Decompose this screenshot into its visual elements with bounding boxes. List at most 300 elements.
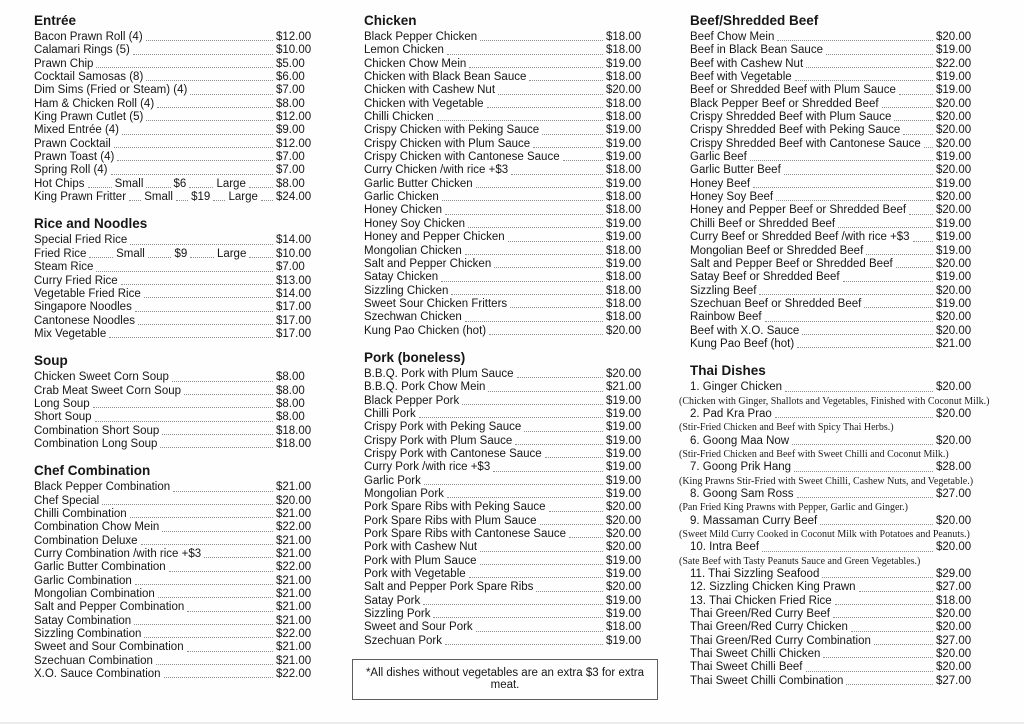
menu-item: [34, 84, 322, 97]
dot-leader: [146, 187, 170, 188]
item-price: $21.00: [276, 574, 312, 587]
dot-leader: [261, 200, 273, 201]
item-price: $19.00: [606, 608, 642, 621]
dot-leader: [156, 664, 273, 665]
item-price: $21.00: [276, 654, 312, 667]
dot-leader: [785, 391, 933, 392]
item-price: $20.00: [936, 97, 972, 110]
item-price: $19.00: [606, 434, 642, 447]
item-price: $18.00: [606, 284, 642, 297]
item-price: $19.00: [606, 124, 642, 137]
menu-item: [364, 555, 652, 568]
item-price: $6.00: [276, 71, 305, 84]
menu-item: [364, 501, 652, 514]
item-name: Sweet Sour Chicken Fritters: [364, 297, 508, 310]
item-name: Chilli Beef or Shredded Beef: [690, 217, 836, 230]
dot-leader: [924, 147, 933, 148]
dot-leader: [146, 40, 273, 41]
menu-item: [364, 635, 652, 648]
item-price: $19.00: [606, 474, 642, 487]
item-name: Szechuan Combination: [34, 654, 153, 667]
dot-leader: [545, 457, 603, 458]
menu-section: [679, 13, 982, 351]
menu-item: [34, 561, 322, 574]
dot-leader: [465, 321, 603, 322]
dot-leader: [894, 120, 933, 121]
item-price: $27.00: [936, 634, 972, 647]
menu-item: [34, 438, 322, 451]
dot-leader: [794, 471, 933, 472]
item-price: $19.00: [936, 177, 972, 190]
item-name: Thai Green/Red Curry Combination: [690, 634, 871, 647]
item-name: Long Soup: [34, 397, 90, 410]
item-price: $20.00: [936, 661, 972, 674]
item-name: Combination Deluxe: [34, 534, 138, 547]
menu-item: [34, 31, 322, 44]
item-price: $19.00: [606, 407, 642, 420]
item-name: 13. Thai Chicken Fried Rice: [690, 594, 832, 607]
menu-item: [364, 258, 652, 271]
item-name: Steam Rice: [34, 261, 94, 274]
dot-leader: [187, 651, 273, 652]
item-name: Mongolian Pork: [364, 488, 444, 500]
item-name: Mix Vegetable: [34, 327, 107, 340]
item-name: Mongolian Combination: [34, 588, 155, 601]
item-price: $8.00: [276, 397, 305, 410]
dot-leader: [121, 284, 273, 285]
dot-leader: [133, 54, 273, 55]
dot-leader: [480, 40, 603, 41]
item-price: $22.00: [936, 57, 972, 70]
item-price: $19.00: [606, 447, 642, 460]
item-name: Prawn Cocktail: [34, 137, 111, 150]
item-name: Sizzling Beef: [690, 284, 757, 297]
menu-item: [690, 581, 982, 594]
menu-item: [690, 325, 982, 338]
item-name: Mongolian Chicken: [364, 244, 462, 257]
item-price: $14.00: [276, 287, 312, 300]
item-name: Garlic Beef: [690, 151, 747, 164]
item-name: Garlic Combination: [34, 574, 132, 587]
item-size-label: Large: [228, 191, 258, 204]
menu-item: [34, 425, 322, 438]
item-price: $19.00: [936, 271, 972, 284]
item-name: King Prawn Cutlet (5): [34, 111, 144, 124]
menu-item: [364, 528, 652, 541]
menu-item: [690, 488, 982, 501]
dot-leader: [823, 657, 933, 658]
dot-leader: [169, 571, 273, 572]
item-name: Thai Green/Red Curry Chicken: [690, 621, 848, 634]
item-name: Black Pepper Chicken: [364, 31, 478, 43]
menu-item: [364, 138, 652, 151]
item-name: Beef Chow Mein: [690, 31, 775, 43]
dot-leader: [138, 324, 273, 325]
item-size-label: Large: [216, 177, 246, 190]
menu-item: [364, 245, 652, 258]
dot-leader: [542, 134, 603, 135]
item-price: $18.00: [606, 111, 642, 124]
item-price: $18.00: [606, 31, 642, 43]
section-title: Rice and Noodles: [34, 216, 148, 232]
dot-leader: [529, 80, 603, 81]
dot-leader: [423, 604, 603, 605]
dot-leader: [822, 577, 933, 578]
menu-item: [690, 245, 982, 258]
menu-item: [364, 111, 652, 124]
item-price: $19.00: [606, 231, 642, 244]
menu-item: [690, 138, 982, 151]
menu-item: [690, 111, 982, 124]
dot-leader: [129, 200, 141, 201]
item-price: $14.00: [276, 234, 312, 247]
dot-leader: [146, 80, 273, 81]
menu-item: [690, 164, 982, 177]
item-price: $10.00: [276, 247, 312, 260]
dot-leader: [114, 147, 273, 148]
item-price: $20.00: [936, 124, 972, 137]
menu-item: [690, 661, 982, 674]
menu-item: [364, 285, 652, 298]
item-price: $19.00: [606, 394, 642, 407]
dot-leader: [480, 551, 603, 552]
menu-item: [690, 58, 982, 71]
item-name: 11. Thai Sizzling Seafood: [690, 568, 820, 581]
item-price: $10.00: [276, 44, 312, 57]
item-name: 6. Goong Maa Now: [690, 434, 790, 447]
dot-leader: [148, 257, 172, 258]
item-price: $19.00: [606, 257, 642, 270]
item-name: Crispy Pork with Cantonese Sauce: [364, 447, 542, 460]
dot-leader: [846, 684, 933, 685]
menu-column-left: [34, 13, 322, 681]
dot-leader: [859, 591, 933, 592]
menu-item: [34, 668, 322, 681]
menu-item: [690, 71, 982, 84]
item-price: $18.00: [606, 44, 642, 57]
item-name: Chilli Chicken: [364, 111, 434, 124]
menu-item: [364, 608, 652, 621]
section-title: Pork (boneless): [364, 349, 466, 365]
menu-item: [364, 475, 652, 488]
dot-leader: [130, 244, 273, 245]
section-title: Thai Dishes: [690, 363, 766, 379]
item-name: 9. Massaman Curry Beef: [690, 514, 818, 527]
menu-item: [34, 371, 322, 384]
item-name: Salt and Pepper Combination: [34, 601, 185, 614]
menu-item: [690, 568, 982, 581]
dot-leader: [96, 67, 273, 68]
menu-item: [34, 628, 322, 641]
dot-leader: [493, 471, 603, 472]
dot-leader: [510, 307, 603, 308]
item-description: (Pan Fried King Prawns with Pepper, Garlic and Ginger.): [679, 502, 908, 514]
item-name: Chicken Sweet Corn Soup: [34, 371, 169, 384]
dot-leader: [517, 377, 603, 378]
item-price: $20.00: [936, 381, 972, 394]
menu-item: [34, 71, 322, 84]
dot-leader: [447, 54, 603, 55]
item-size-label: $6: [173, 177, 187, 190]
item-name: Mongolian Beef or Shredded Beef: [690, 244, 864, 257]
dot-leader: [549, 511, 603, 512]
item-price: $20.00: [606, 514, 642, 527]
item-price: $20.00: [936, 31, 972, 43]
dot-leader: [173, 491, 273, 492]
item-name: 10. Intra Beef: [690, 541, 760, 554]
menu-item: [364, 178, 652, 191]
item-size-label: Small: [114, 177, 144, 190]
item-name: Hot Chips: [34, 177, 85, 190]
item-price: $20.00: [936, 191, 972, 204]
menu-item: [690, 408, 982, 421]
menu-item: [690, 541, 982, 554]
item-name: Chicken with Black Bean Sauce: [364, 71, 527, 84]
menu-item: [34, 481, 322, 494]
dot-leader: [533, 147, 603, 148]
dot-leader: [468, 227, 603, 228]
item-price: $20.00: [936, 324, 972, 337]
item-name: Special Fried Rice: [34, 234, 128, 247]
dot-leader: [909, 214, 933, 215]
item-price: $19.00: [606, 634, 642, 647]
item-price: $21.00: [936, 337, 972, 350]
dot-leader: [424, 484, 603, 485]
item-name: X.O. Sauce Combination: [34, 668, 161, 681]
item-price: $17.00: [276, 314, 312, 327]
item-name: Sizzling Chicken: [364, 284, 449, 297]
menu-item: [364, 408, 652, 421]
item-price: $20.00: [276, 494, 312, 507]
dot-leader: [762, 551, 933, 552]
menu-item: [364, 84, 652, 97]
item-price: $20.00: [606, 84, 642, 97]
item-name: Black Pepper Beef or Shredded Beef: [690, 97, 879, 110]
item-price: $20.00: [936, 164, 972, 177]
dot-leader: [469, 577, 603, 578]
menu-item: [34, 288, 322, 301]
item-name: Crispy Chicken with Plum Sauce: [364, 137, 531, 150]
item-name: King Prawn Fritter: [34, 191, 127, 204]
item-price: $7.00: [276, 151, 305, 164]
item-price: $18.00: [606, 311, 642, 324]
item-price: $8.00: [276, 97, 305, 110]
menu-item: [364, 595, 652, 608]
item-price: $22.00: [276, 668, 312, 681]
item-price: $20.00: [606, 581, 642, 594]
item-price: $20.00: [936, 111, 972, 124]
item-size-label: Small: [116, 247, 145, 260]
dot-leader: [874, 644, 933, 645]
item-name: Beef in Black Bean Sauce: [690, 44, 823, 57]
item-name: Ham & Chicken Roll (4): [34, 97, 155, 110]
menu-item: [364, 271, 652, 284]
menu-item: [364, 581, 652, 594]
item-price: $28.00: [936, 461, 972, 474]
menu-item: [690, 218, 982, 231]
menu-item: [34, 164, 322, 177]
item-price: $19.00: [606, 594, 642, 607]
section-title: Beef/Shredded Beef: [690, 13, 819, 28]
item-price: $20.00: [936, 311, 972, 324]
dot-leader: [480, 564, 604, 565]
item-size-label: Small: [144, 191, 173, 204]
dot-leader: [806, 671, 934, 672]
menu-section: [34, 216, 322, 341]
item-price: $19.00: [606, 217, 642, 230]
menu-section: [34, 463, 322, 681]
item-name: Crispy Shredded Beef with Peking Sauce: [690, 124, 901, 137]
menu-item: [690, 124, 982, 137]
dot-leader: [451, 294, 603, 295]
dot-leader: [795, 80, 933, 81]
item-price: $17.00: [276, 327, 312, 340]
item-name: Chilli Combination: [34, 507, 127, 520]
item-price: $21.00: [276, 614, 312, 627]
menu-item: [34, 44, 322, 57]
item-name: Fried Rice: [34, 247, 87, 260]
item-price: $19.00: [606, 568, 642, 581]
item-price: $8.00: [276, 411, 305, 424]
menu-item: [34, 151, 322, 164]
menu-item: [690, 435, 982, 448]
dot-leader: [134, 624, 273, 625]
menu-item: [690, 635, 982, 648]
item-name: Beef with Cashew Nut: [690, 57, 804, 70]
menu-item: [34, 234, 322, 247]
item-size-label: Large: [216, 247, 247, 260]
item-name: Crab Meat Sweet Corn Soup: [34, 384, 182, 397]
item-name: Satay Beef or Shredded Beef: [690, 271, 840, 284]
item-name: Prawn Toast (4): [34, 151, 115, 164]
menu-item: [364, 58, 652, 71]
menu-item: [364, 311, 652, 324]
item-description: (Stir-Fried Chicken and Beef with Spicy Thai Herbs.): [679, 422, 894, 434]
dot-leader: [204, 557, 273, 558]
item-price: $20.00: [606, 541, 642, 554]
dot-leader: [913, 241, 933, 242]
menu-item: [364, 31, 652, 44]
menu-item: [690, 285, 982, 298]
item-name: Chicken with Vegetable: [364, 97, 484, 110]
dot-leader: [189, 187, 213, 188]
menu-item: [34, 588, 322, 601]
item-size-label: $9: [174, 247, 188, 260]
item-price: $19.00: [606, 421, 642, 434]
item-price: $19.00: [606, 554, 642, 567]
dot-leader: [899, 94, 933, 95]
menu-item: [364, 395, 652, 408]
menu-item: [690, 461, 982, 474]
item-description: (Chicken with Ginger, Shallots and Vegetables, Finished with Coconut Milk.): [679, 395, 990, 407]
item-name: Curry Beef or Shredded Beef /with rice +$3: [690, 231, 910, 244]
menu-item: [364, 621, 652, 634]
menu-item: [690, 178, 982, 191]
dot-leader: [797, 347, 933, 348]
item-name: Cocktail Samosas (8): [34, 71, 144, 84]
item-price: $19.00: [606, 151, 642, 164]
dot-leader: [146, 120, 273, 121]
section-title: Chicken: [364, 13, 417, 28]
item-price: $20.00: [936, 621, 972, 634]
menu-item: [690, 151, 982, 164]
dot-leader: [445, 214, 603, 215]
dot-leader: [777, 40, 933, 41]
menu-item: [364, 568, 652, 581]
dot-leader: [88, 187, 112, 188]
item-name: Honey and Pepper Chicken: [364, 231, 505, 244]
dot-leader: [135, 584, 273, 585]
item-price: $20.00: [936, 608, 972, 621]
item-price: $27.00: [936, 674, 972, 687]
item-price: $20.00: [606, 324, 642, 337]
dot-leader: [160, 447, 273, 448]
menu-item: [34, 495, 322, 508]
item-price: $27.00: [936, 581, 972, 594]
item-price: $12.00: [276, 137, 312, 150]
item-price: $20.00: [936, 541, 972, 554]
dot-leader: [144, 297, 273, 298]
menu-item: [34, 641, 322, 654]
item-name: 12. Sizzling Chicken King Prawn: [690, 581, 856, 594]
dot-leader: [96, 271, 273, 272]
menu-item: [364, 124, 652, 137]
dot-leader: [498, 94, 603, 95]
menu-item: [690, 44, 982, 57]
item-price: $19.00: [936, 297, 972, 310]
dot-leader: [563, 160, 603, 161]
dot-leader: [89, 257, 113, 258]
item-name: Pork Spare Ribs with Cantonese Sauce: [364, 528, 566, 541]
item-name: Crispy Chicken with Cantonese Sauce: [364, 151, 560, 164]
item-price: $5.00: [276, 57, 305, 70]
dot-leader: [896, 267, 933, 268]
item-name: Crispy Pork with Peking Sauce: [364, 421, 522, 434]
dot-leader: [776, 200, 933, 201]
item-name: Honey Beef: [690, 177, 751, 190]
item-size-label: $19: [191, 191, 211, 204]
dot-leader: [806, 67, 933, 68]
item-price: $18.00: [606, 621, 642, 634]
item-price: $20.00: [936, 648, 972, 661]
item-description: (Sweet Mild Curry Cooked in Coconut Milk with Potatoes and Peanuts.): [679, 529, 970, 541]
item-name: Vegetable Fried Rice: [34, 287, 141, 300]
menu-item: [34, 535, 322, 548]
menu-item: [690, 204, 982, 217]
item-name: Thai Sweet Chilli Chicken: [690, 648, 821, 661]
menu-item: [34, 315, 322, 328]
item-name: Dim Sims (Fried or Steam) (4): [34, 84, 188, 97]
item-description: (Sate Beef with Tasty Peanuts Sauce and Green Vegetables.): [679, 555, 921, 567]
item-name: Combination Chow Mein: [34, 521, 160, 534]
item-name: Salt and Pepper Chicken: [364, 257, 492, 270]
item-price: $19.00: [606, 177, 642, 190]
item-price: $27.00: [936, 488, 972, 500]
menu-item: [690, 595, 982, 608]
menu-item: [34, 301, 322, 314]
menu-item: [690, 621, 982, 634]
item-name: Singapore Noodles: [34, 301, 132, 314]
item-price: $22.00: [276, 628, 312, 641]
item-price: $19.00: [936, 231, 972, 244]
menu-item: [690, 191, 982, 204]
item-price: $18.00: [276, 424, 312, 437]
item-name: Satay Pork: [364, 594, 421, 607]
menu-item: [364, 298, 652, 311]
item-name: Satay Chicken: [364, 271, 439, 284]
item-name: Curry Pork /with rice +$3: [364, 461, 491, 474]
dot-leader: [437, 120, 603, 121]
